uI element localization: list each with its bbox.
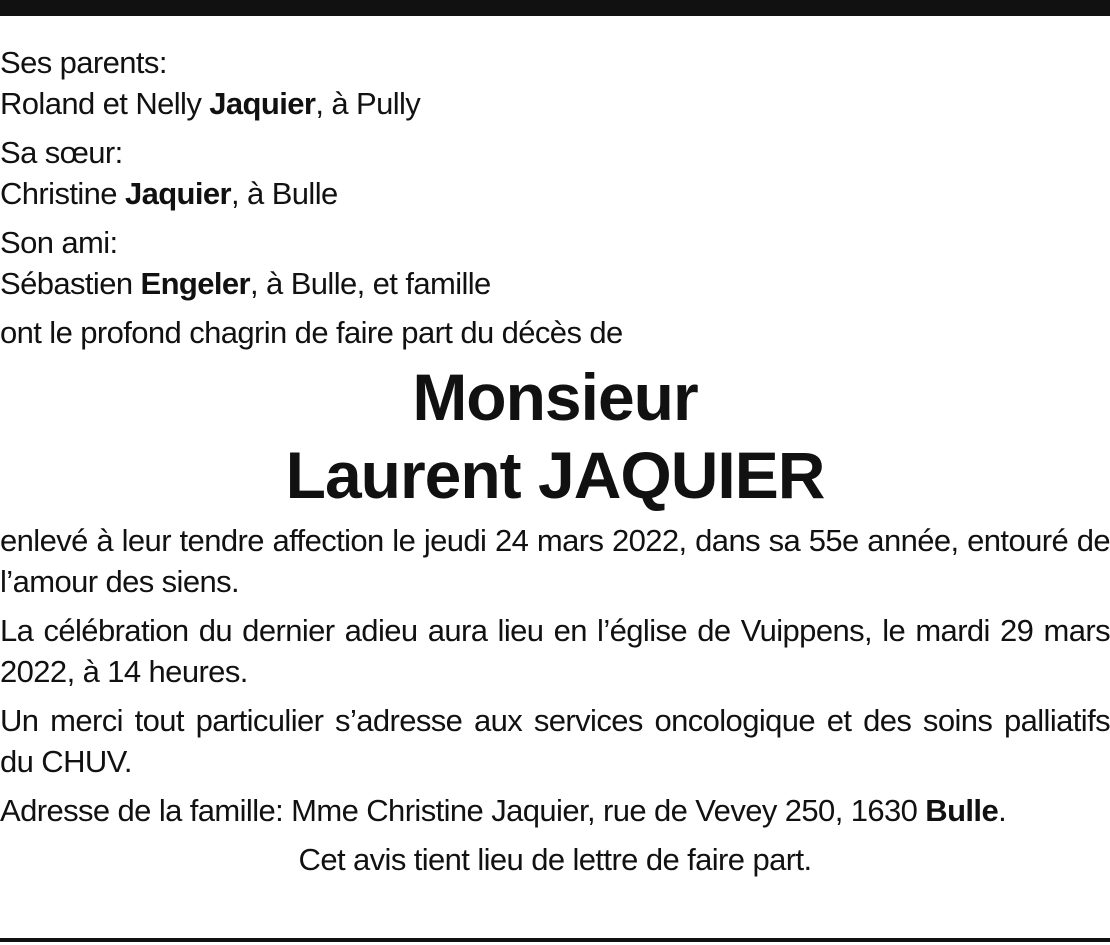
- parents-names: [0, 83, 1110, 124]
- deceased-title: Monsieur: [412, 360, 698, 434]
- friend-surname: Engeler: [140, 266, 251, 301]
- sister-section: [0, 132, 1110, 214]
- address-prefix: Adresse de la famille: Mme Christine Jaquier, rue de Vevey 250, 1630: [0, 793, 926, 828]
- deceased-name: Laurent JAQUIER: [285, 438, 825, 512]
- parents-first-names: Roland et Nelly: [0, 86, 210, 121]
- death-details-text: enlevé à leur tendre affection le jeudi 24 mars 2022, dans sa 55e année, entouré de l’amour des siens.: [0, 523, 1110, 599]
- parents-surname: Jaquier: [209, 86, 316, 121]
- parents-place: , à Pully: [315, 86, 421, 121]
- address-suffix: .: [998, 793, 1007, 828]
- obituary-notice: [0, 42, 1110, 880]
- friend-place: , à Bulle, et famille: [250, 266, 491, 301]
- sister-first-name: Christine: [0, 176, 125, 211]
- ceremony-text: La célébration du dernier adieu aura lieu en l’église de Vuippens, le mardi 29 mars 2022, à 14 heures.: [0, 613, 1110, 689]
- closing-text: Cet avis tient lieu de lettre de faire part.: [298, 842, 812, 877]
- friend-name: [0, 263, 1110, 304]
- address-city: Bulle: [925, 793, 999, 828]
- friend-heading: Son ami:: [0, 225, 118, 260]
- announcement-text: ont le profond chagrin de faire part du décès de: [0, 315, 623, 350]
- sister-surname: Jaquier: [124, 176, 232, 211]
- family-address: [0, 790, 1110, 831]
- parents-section: [0, 42, 1110, 124]
- top-border-rule: [0, 0, 1110, 16]
- deceased-name-block: [0, 358, 1110, 514]
- parents-heading: Ses parents:: [0, 45, 167, 80]
- sister-name: [0, 173, 1110, 214]
- thanks-text: Un merci tout particulier s’adresse aux services oncologique et des soins palliatifs du CHUV.: [0, 703, 1110, 779]
- friend-section: [0, 222, 1110, 304]
- sister-place: , à Bulle: [231, 176, 338, 211]
- sister-heading: Sa sœur:: [0, 135, 123, 170]
- bottom-border-rule: [0, 938, 1110, 942]
- friend-first-name: Sébastien: [0, 266, 141, 301]
